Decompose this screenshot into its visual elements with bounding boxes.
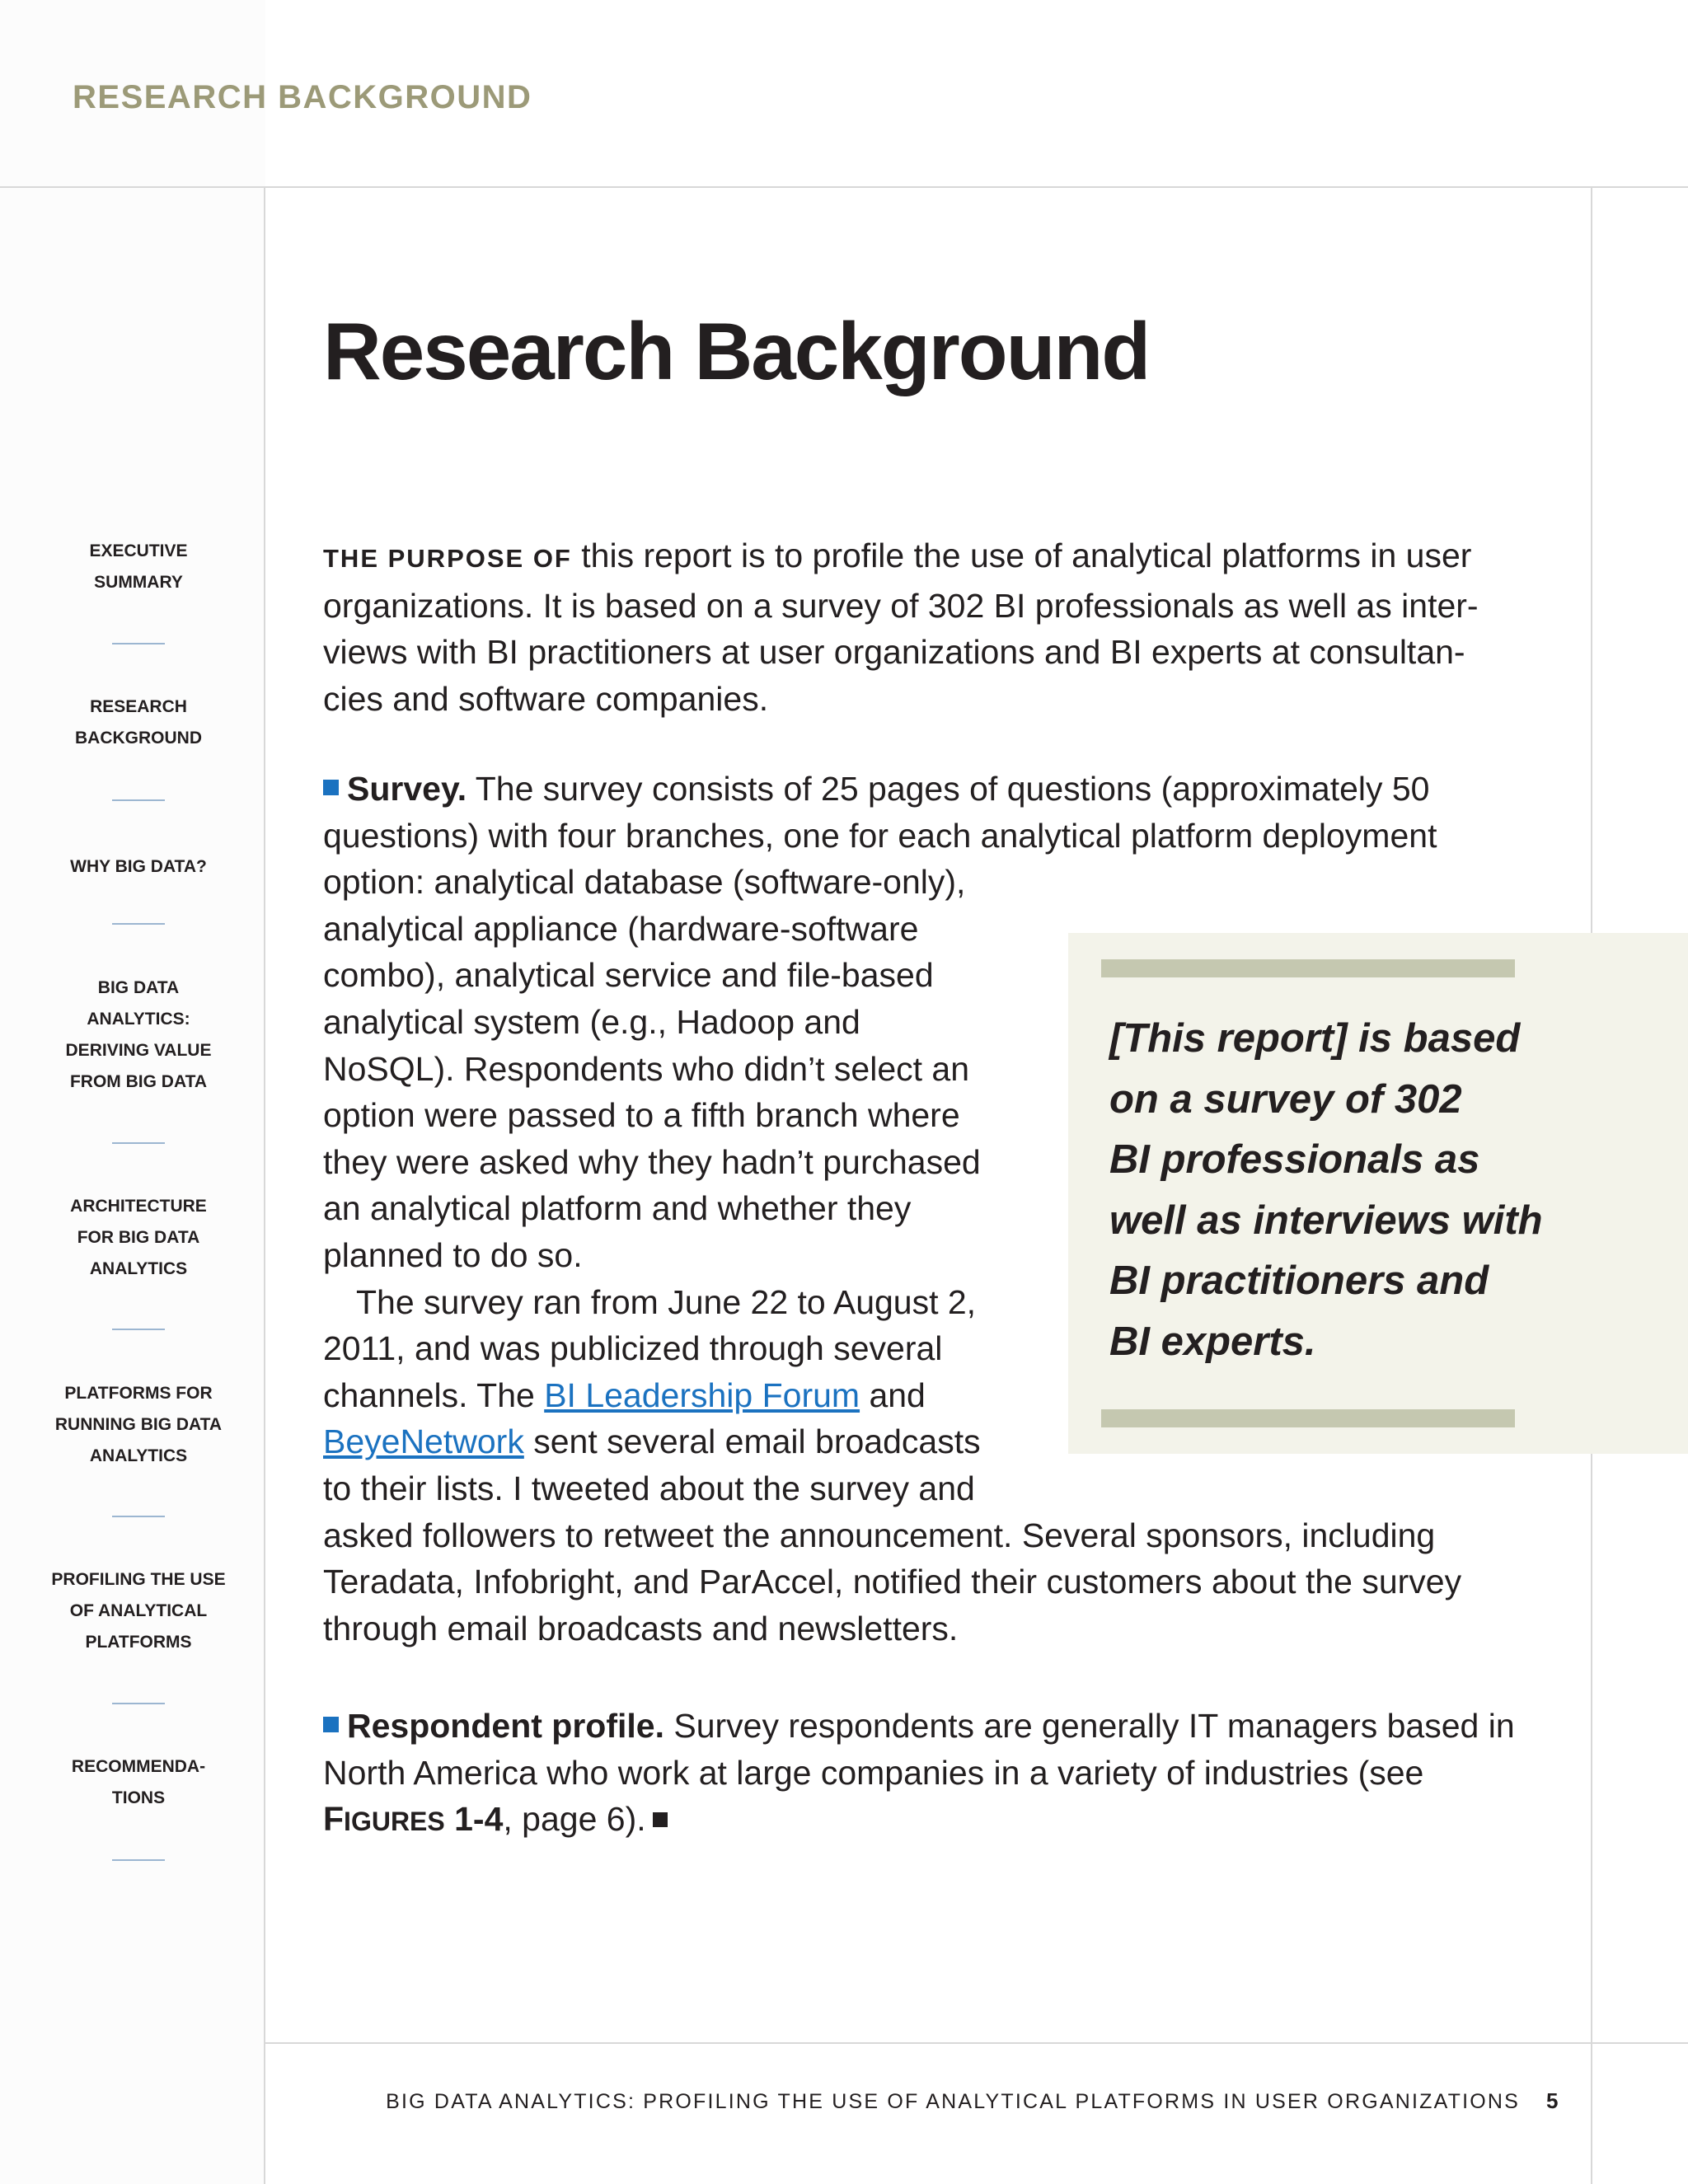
- text-line: analytical appliance (hardware-software: [323, 909, 919, 948]
- page-number: 5: [1546, 2088, 1559, 2113]
- sidebar-item-label: PLATFORMS: [85, 1633, 192, 1652]
- sidebar-item-label: PLATFORMS FOR: [64, 1384, 213, 1403]
- text-line: Teradata, Infobright, and ParAccel, notified their customers about the survey: [323, 1563, 1462, 1601]
- beyenetwork-link[interactable]: BeyeNetwork: [323, 1422, 524, 1461]
- sidebar-item-label: ANALYTICS:: [87, 1010, 190, 1029]
- text-line: they were asked why they hadn’t purchased: [323, 1142, 981, 1181]
- sidebar-item-research-background[interactable]: [33, 691, 244, 754]
- sidebar-item-label: RESEARCH: [90, 697, 187, 716]
- sidebar-item-label: ANALYTICS: [89, 1446, 188, 1465]
- text-line: North America who work at large companies in a variety of industries (see: [323, 1753, 1424, 1792]
- sidebar-item-label: RUNNING BIG DATA: [54, 1415, 223, 1434]
- pull-quote-bottom-bar: [1101, 1409, 1515, 1427]
- nav-divider: [112, 799, 165, 801]
- header-divider: [0, 186, 1688, 188]
- sidebar-item-label: SUMMARY: [94, 573, 183, 592]
- lead-in: THE PURPOSE OF: [323, 544, 572, 573]
- nav-divider: [112, 1329, 165, 1330]
- text-line: organizations. It is based on a survey of 302 BI professionals as well as inter-: [323, 586, 1479, 625]
- lead-in: Respondent profile.: [347, 1707, 664, 1745]
- text-line: combo), analytical service and file-based: [323, 956, 934, 995]
- text-line: THE PURPOSE OF this report is to profile the use of analytical platforms in user: [323, 537, 1472, 574]
- sidebar-column-divider: [264, 186, 265, 2184]
- text-line: FIGURES 1-4, page 6).: [323, 1796, 1526, 1845]
- text-line: an analytical platform and whether they: [323, 1189, 912, 1228]
- pull-quote-text: [This report] is based on a survey of 302 BI professionals as well as interviews with BI practitioners and BI experts.: [1109, 1016, 1543, 1364]
- sidebar-item-deriving-value[interactable]: [33, 972, 244, 1098]
- sidebar-item-executive-summary[interactable]: [33, 536, 244, 598]
- lead-in: Survey.: [347, 770, 467, 808]
- page-title: Research Background: [323, 306, 1150, 396]
- text-line: views with BI practitioners at user organizations and BI experts at consultan-: [323, 633, 1465, 672]
- footer-divider: [264, 2042, 1688, 2044]
- text-line: 2011, and was publicized through several: [323, 1329, 943, 1368]
- figures-reference: F: [323, 1800, 345, 1839]
- sidebar-item-why-big-data[interactable]: [33, 851, 244, 883]
- respondent-paragraph: [323, 1703, 1526, 1845]
- sidebar-item-label: BACKGROUND: [75, 729, 202, 748]
- sidebar-item-profiling[interactable]: [33, 1564, 244, 1658]
- sidebar-item-recommendations[interactable]: [33, 1751, 244, 1814]
- text-line: through email broadcasts and newsletters.: [323, 1609, 959, 1647]
- footer-publication-title: BIG DATA ANALYTICS: PROFILING THE USE OF ANALYTICAL PLATFORMS IN USER ORGANIZATIONS: [386, 2090, 1520, 2113]
- sidebar-item-label: WHY BIG DATA?: [70, 857, 207, 876]
- text-line: option: analytical database (software-only),: [323, 863, 966, 902]
- bullet-square-icon: [323, 1717, 339, 1732]
- section-label: RESEARCH BACKGROUND: [73, 79, 532, 115]
- end-mark-icon: [653, 1812, 668, 1827]
- nav-divider: [112, 923, 165, 925]
- text-line: option were passed to a fifth branch where: [323, 1096, 960, 1135]
- bi-leadership-forum-link[interactable]: BI Leadership Forum: [544, 1376, 860, 1414]
- sidebar-item-label: ANALYTICS: [89, 1259, 188, 1278]
- text-line: analytical system (e.g., Hadoop and: [323, 1002, 860, 1041]
- text-line: planned to do so.: [323, 1235, 583, 1274]
- sidebar-item-label: TIONS: [111, 1788, 166, 1807]
- sidebar-item-label: BIG DATA: [97, 978, 180, 997]
- sidebar-item-label: DERIVING VALUE: [65, 1041, 212, 1060]
- intro-paragraph: [323, 532, 1526, 722]
- bullet-square-icon: [323, 780, 339, 795]
- nav-divider: [112, 1516, 165, 1517]
- sidebar-item-label: EXECUTIVE: [89, 541, 188, 560]
- text-line: NoSQL). Respondents who didn’t select an: [323, 1049, 970, 1088]
- nav-divider: [112, 643, 165, 644]
- sidebar-item-platforms[interactable]: [33, 1378, 244, 1472]
- text-line: asked followers to retweet the announcement. Several sponsors, including: [323, 1516, 1436, 1554]
- pull-quote-top-bar: [1101, 959, 1515, 977]
- sidebar-item-label: RECOMMENDA-: [71, 1757, 206, 1776]
- sidebar-item-label: FOR BIG DATA: [77, 1228, 200, 1247]
- pull-quote: [1068, 933, 1688, 1454]
- text-line: channels. The BI Leadership Forum and: [323, 1376, 926, 1414]
- text-line: The survey ran from June 22 to August 2,: [356, 1282, 977, 1321]
- text-line: BeyeNetwork sent several email broadcasts: [323, 1422, 981, 1461]
- sidebar-item-label: OF ANALYTICAL: [69, 1601, 208, 1620]
- nav-divider: [112, 1859, 165, 1861]
- sidebar-item-label: FROM BIG DATA: [69, 1072, 208, 1091]
- nav-divider: [112, 1703, 165, 1704]
- text-line: cies and software companies.: [323, 679, 769, 718]
- nav-divider: [112, 1142, 165, 1144]
- sidebar-item-label: PROFILING THE USE: [51, 1570, 226, 1589]
- sidebar-item-architecture[interactable]: [33, 1191, 244, 1285]
- sidebar-item-label: ARCHITECTURE: [70, 1197, 207, 1216]
- text-line: Survey. The survey consists of 25 pages of questions (approximately 50: [323, 766, 1526, 813]
- text-line: Respondent profile. Survey respondents are generally IT managers based in: [323, 1703, 1526, 1750]
- text-line: questions) with four branches, one for each analytical platform deployment: [323, 816, 1437, 855]
- text-line: to their lists. I tweeted about the survey and: [323, 1469, 975, 1507]
